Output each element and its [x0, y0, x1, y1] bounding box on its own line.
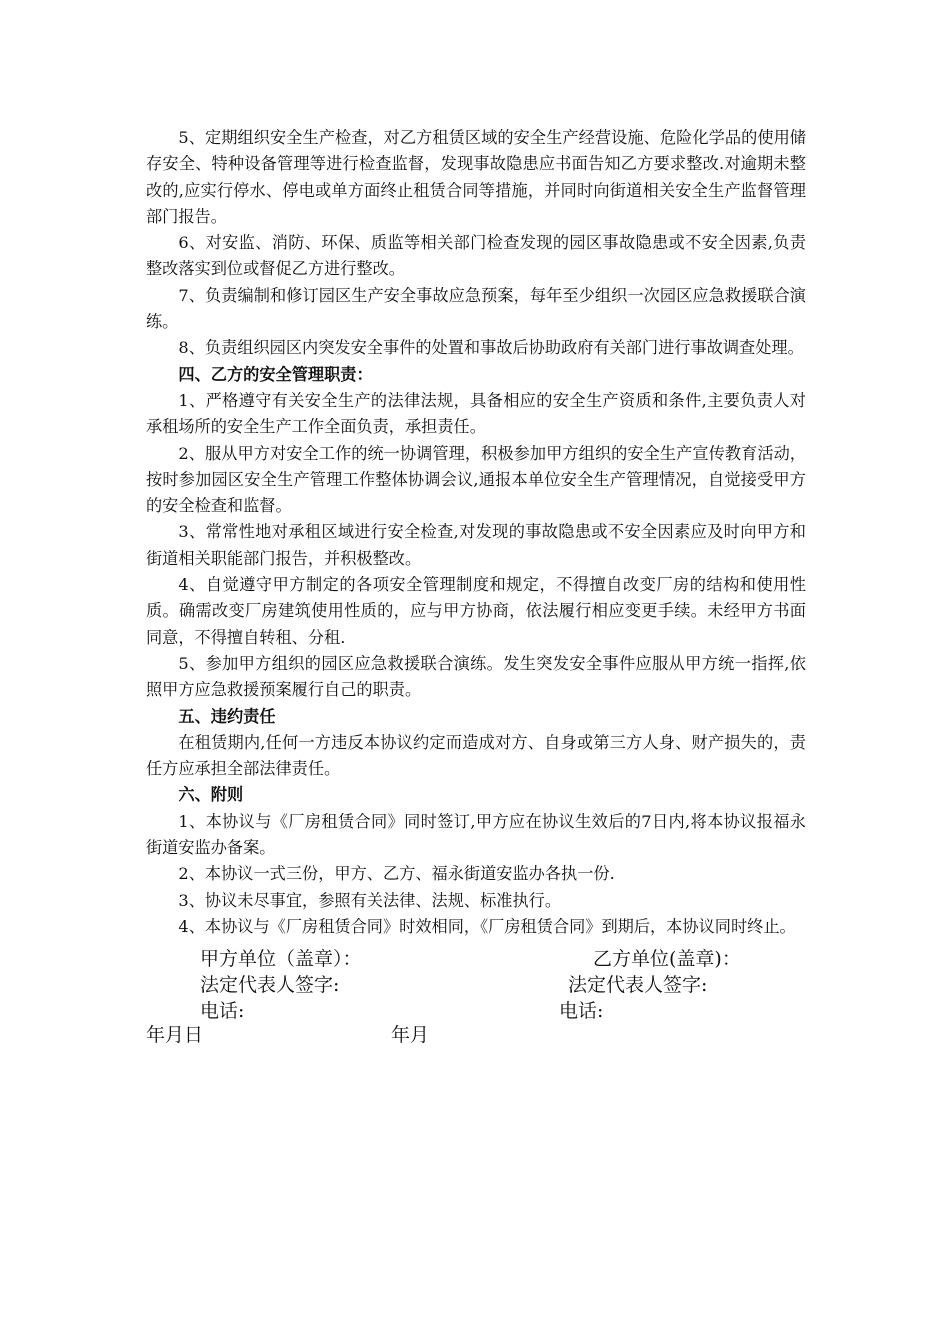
clause-paragraph: 6、对安监、消防、环保、质监等相关部门检查发现的园区事故隐患或不安全因素,负责整改落实到位或督促乙方进行整改。 — [146, 233, 806, 279]
clause-paragraph: 4、自觉遵守甲方制定的各项安全管理制度和规定，不得擅自改变厂房的结构和使用性质。确需改变厂房建筑使用性质的，应与甲方协商，依法履行相应变更手续。未经甲方书面同意，不得擅自转租、分租. — [146, 575, 806, 647]
party-a-unit-label: 甲方单位（盖章）： — [200, 948, 362, 970]
section-heading: 四、乙方的安全管理职责： — [178, 364, 373, 384]
party-b-rep-label: 法定代表人签字: — [568, 974, 708, 996]
clause-paragraph: 1、严格遵守有关安全生产的法律法规，具备相应的安全生产资质和条件,主要负责人对承租场所的安全生产工作全面负责，承担责任。 — [146, 390, 806, 437]
clause-paragraph: 4、本协议与《厂房租赁合同》时效相同，《厂房租赁合同》到期后，本协议同时终止。 — [178, 916, 796, 936]
party-b-date-label: 年月 — [391, 1024, 430, 1046]
clause-paragraph: 5、参加甲方组织的园区应急救援联合演练。发生突发安全事件应服从甲方统一指挥,依照甲方应急救援预案履行自己的职责。 — [146, 653, 806, 700]
clause-paragraph: 5、定期组织安全生产检查，对乙方租赁区域的安全生产经营设施、危险化学品的使用储存安全、特种设备管理等进行检查监督，发现事故隐患应书面告知乙方要求整改.对逾期未整改的,应实行停水、停电或单方面终止租赁合同等措施，并同时向街道相关安全生产监督管理部门报告。 — [146, 128, 806, 226]
party-b-unit-label: 乙方单位(盖章)： — [593, 948, 741, 970]
party-a-date-label: 年月日 — [146, 1024, 204, 1046]
section-heading: 五、违约责任 — [178, 706, 276, 726]
section-heading: 六、附则 — [178, 785, 244, 805]
clause-paragraph: 7、负责编制和修订园区生产安全事故应急预案，每年至少组织一次园区应急救援联合演练。 — [146, 285, 806, 332]
agreement-body — [146, 125, 806, 940]
clause-paragraph: 在租赁期内,任何一方违反本协议约定而造成对方、自身或第三方人身、财产损失的，责任方应承担全部法律责任。 — [146, 732, 806, 779]
clause-paragraph: 2、本协议一式三份，甲方、乙方、福永街道安监办各执一份. — [178, 864, 615, 884]
clause-paragraph: 3、常常性地对承租区域进行安全检查,对发现的事故隐患或不安全因素应及时向甲方和街道相关职能部门报告，并积极整改。 — [146, 522, 806, 568]
party-a-rep-label: 法定代表人签字: — [200, 974, 340, 996]
party-a-phone-label: 电话: — [200, 1000, 245, 1022]
clause-paragraph: 1、本协议与《厂房租赁合同》同时签订,甲方应在协议生效后的7日内,将本协议报福永街道安监办备案。 — [146, 811, 806, 858]
clause-paragraph: 3、协议未尽事宜，参照有关法律、法规、标准执行。 — [178, 890, 562, 910]
party-b-phone-label: 电话: — [559, 1000, 604, 1022]
clause-paragraph: 8、负责组织园区内突发安全事件的处置和事故后协助政府有关部门进行事故调查处理。 — [178, 338, 804, 358]
clause-paragraph: 2、服从甲方对安全工作的统一协调管理，积极参加甲方组织的安全生产宣传教育活动，按时参加园区安全生产管理工作整体协调会议,通报本单位安全生产管理情况，自觉接受甲方的安全检查和监督。 — [146, 443, 806, 516]
